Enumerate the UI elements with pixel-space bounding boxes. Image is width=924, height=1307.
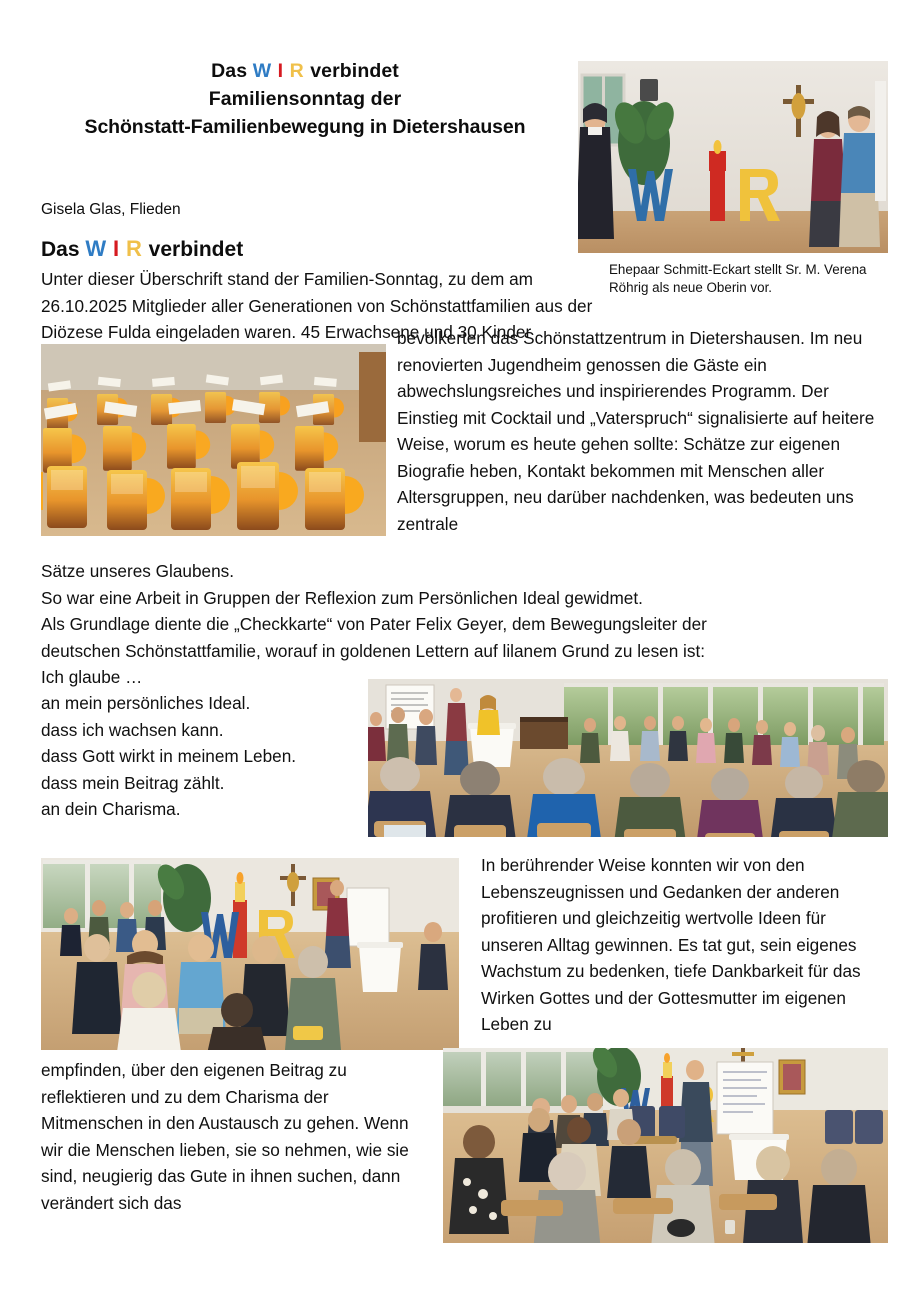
creed-item: dass Gott wirkt in meinem Leben. xyxy=(41,746,297,767)
paragraph-intro-continued: bevölkerten das Schönstattzentrum in Dietershausen. Im neu renovierten Jugendheim genossen die Gäste ein abwechslungsreiches und inspirierendes Programm. Der Einstieg mit Cocktail und „Vaterspruch“ signalisierte auf heitere Weise, worum es heute gehen sollte: Schätze zur eigenen Biografie heben, Kontakt bekommen mit Menschen aller Altersgruppen, neu darüber nachdenken, was bedeuten uns zentrale xyxy=(397,328,875,535)
photo-smallgroup xyxy=(41,858,459,1050)
section-wir-letter-w: W xyxy=(85,236,108,261)
photo-wir-presentation-graphic xyxy=(578,61,888,253)
block-line-3: Als Grundlage diente die „Checkkarte“ von Pater Felix Geyer, dem Bewegungsleiter der xyxy=(41,614,707,635)
block-line-5: Ich glaube … xyxy=(41,667,143,688)
section-wir-letter-r: R xyxy=(125,236,143,261)
title-post: verbindet xyxy=(304,60,399,82)
section-heading-pre: Das xyxy=(41,238,86,261)
photo-cocktails xyxy=(41,344,386,536)
title-line-1 xyxy=(40,58,570,86)
byline: Gisela Glas, Flieden xyxy=(41,201,181,218)
photo-smallgroup-graphic xyxy=(41,858,459,1050)
paragraph-reflection: In berührender Weise konnten wir von den Lebenszeugnissen und Gedanken der anderen profitieren und gleichzeitig wertvolle Ideen für unseren Alltag gewinnen. Es tat gut, sein eigenes Wachstum zu bedenken, tiefe Dankbarkeit für das Wirken Gottes und der Gottesmutter im eigenen Leben zu xyxy=(481,855,861,1035)
block-line-2: So war eine Arbeit in Gruppen der Reflexion zum Persönlichen Ideal gewidmet. xyxy=(41,587,643,608)
photo-plenary xyxy=(368,679,888,837)
photo-talk-graphic xyxy=(443,1048,888,1243)
section-heading xyxy=(41,235,243,263)
creed-item: an dein Charisma. xyxy=(41,799,181,820)
photo-plenary-graphic xyxy=(368,679,888,837)
photo-cocktails-graphic xyxy=(41,344,386,536)
title-line-3: Schönstatt-Familienbewegung in Dietershausen xyxy=(84,115,526,138)
photo-wir-presentation-caption: Ehepaar Schmitt-Eckart stellt Sr. M. Verena Röhrig als neue Oberin vor. xyxy=(609,262,867,295)
block-line-4: deutschen Schönstattfamilie, worauf in goldenen Lettern auf lilanem Grund zu lesen ist: xyxy=(41,640,706,661)
page-title xyxy=(40,58,570,142)
paragraph-reflection-block xyxy=(41,558,891,691)
creed-item: dass mein Beitrag zählt. xyxy=(41,772,225,793)
photo-talk xyxy=(443,1048,888,1243)
creed-list xyxy=(41,690,381,823)
block-line-1: Sätze unseres Glaubens. xyxy=(41,561,234,581)
paragraph-intro: Unter dieser Überschrift stand der Familien-Sonntag, zu dem am 26.10.2025 Mitglieder aller Generationen von Schönstattfamilien aus der Diözese Fulda eingeladen waren. 45 Erwachsene und 30 Kinder xyxy=(41,269,593,343)
photo-wir-presentation xyxy=(578,61,888,253)
title-pre: Das xyxy=(211,60,253,82)
section-wir-letter-i: I xyxy=(112,236,121,261)
wir-letter-i: I xyxy=(277,60,285,82)
wir-letter-r: R xyxy=(289,60,305,82)
section-heading-post: verbindet xyxy=(142,238,244,261)
wir-letter-w: W xyxy=(252,60,273,82)
creed-item: dass ich wachsen kann. xyxy=(41,719,224,740)
title-line-2: Familiensonntag der xyxy=(208,87,402,110)
creed-item: an mein persönliches Ideal. xyxy=(41,693,251,713)
paragraph-closing: empfinden, über den eigenen Beitrag zu reflektieren und zu dem Charisma der Mitmenschen in den Austausch zu gehen. Wenn wir die Menschen lieben, sie so nehmen, wie sie sind, neugierig das Gute in ihnen suchen, dann verändert sich das xyxy=(41,1060,409,1213)
